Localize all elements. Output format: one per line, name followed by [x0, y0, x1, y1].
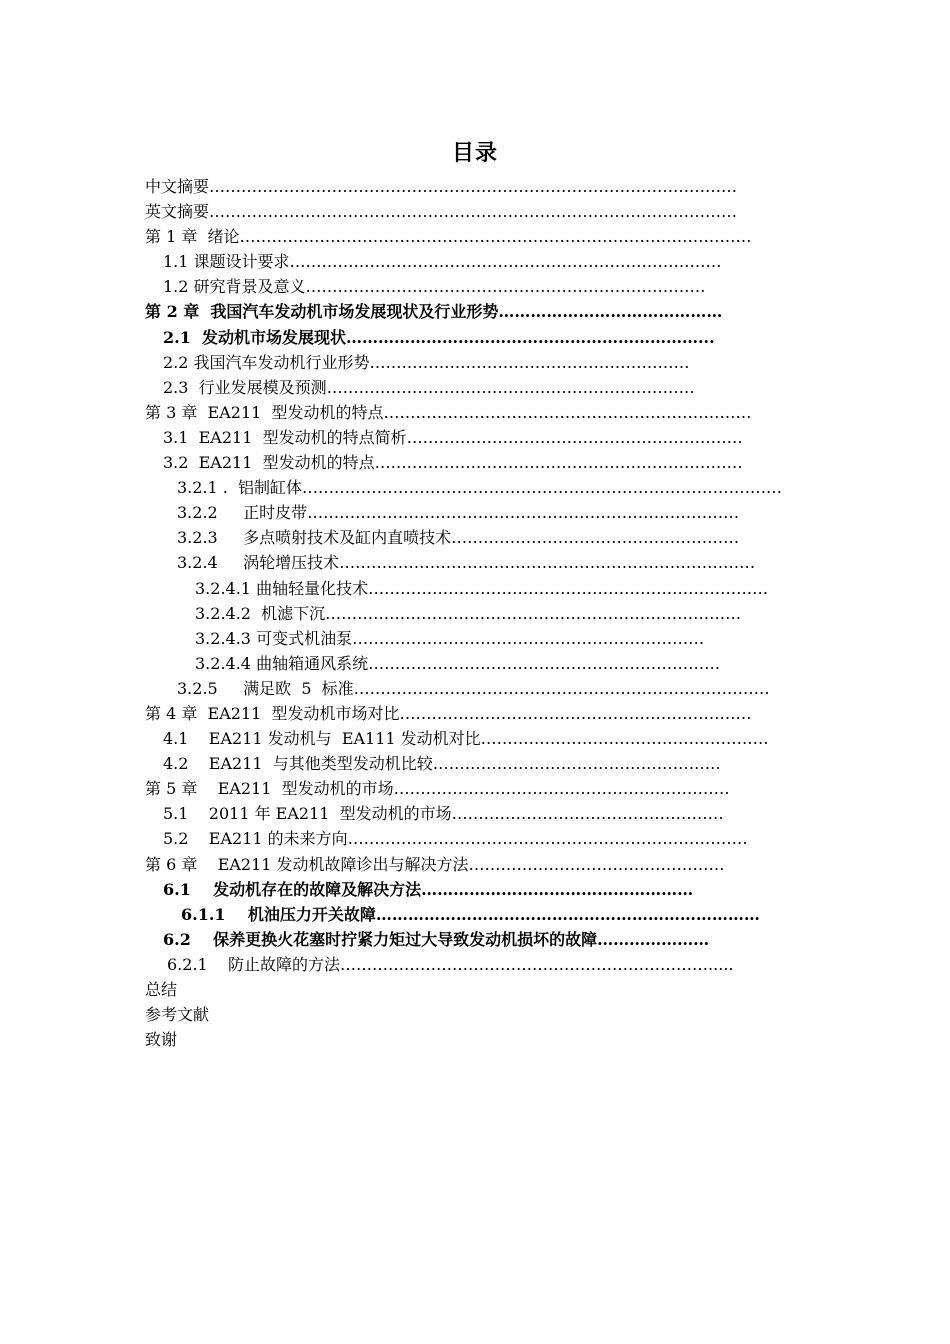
toc-entry[interactable]: [145, 927, 820, 952]
toc-entry[interactable]: [145, 400, 820, 425]
table-of-contents: [145, 174, 820, 1052]
toc-entry[interactable]: [145, 977, 820, 1002]
toc-entry-text: 3.2.4 涡轮增压技术……………………………………………………………………: [177, 553, 756, 573]
toc-entry-text: 第 1 章 绪论……………………………………………………………………………………: [145, 227, 752, 247]
toc-entry[interactable]: [145, 701, 820, 726]
toc-entry-text: 总结: [145, 980, 178, 999]
toc-entry-text: 4.1 EA211 发动机与 EA111 发动机对比………………………………………………: [163, 729, 769, 749]
toc-entry-text: 3.2.4.3 可变式机油泵…………………………………………………………: [195, 628, 705, 648]
toc-entry-text: 3.2.1 . 铝制缸体………………………………………………………………………………: [177, 478, 783, 498]
toc-entry[interactable]: [145, 249, 820, 274]
toc-entry-text: 2.2 我国汽车发动机行业形势……………………………………………………: [163, 352, 690, 372]
toc-entry[interactable]: [145, 299, 820, 324]
toc-entry[interactable]: [145, 726, 820, 751]
toc-entry-text: 5.1 2011 年 EA211 型发动机的市场……………………………………………: [163, 804, 724, 824]
toc-entry-text: 6.1 发动机存在的故障及解决方法……………………………………………: [163, 879, 694, 899]
page-title: 目录: [451, 141, 498, 166]
toc-entry[interactable]: [145, 676, 820, 701]
toc-entry-text: 6.2.1 防止故障的方法…………………………………………………………….....: [167, 954, 734, 974]
toc-entry[interactable]: [145, 576, 820, 601]
toc-entry-text: 3.2.4.4 曲轴箱通风系统…………………………………………………………: [195, 653, 721, 673]
toc-entry[interactable]: [145, 174, 820, 199]
toc-entry-text: 2.1 发动机市场发展现状…………………………………………………………...: [163, 327, 715, 347]
toc-entry-text: 第 2 章 我国汽车发动机市场发展现状及行业形势……………………………………: [145, 302, 723, 322]
toc-entry-text: 第 6 章 EA211 发动机故障诊出与解决方法…………………………………………: [145, 854, 725, 874]
toc-entry-text: 1.2 研究背景及意义…………………………………………………………………: [163, 277, 706, 297]
toc-entry[interactable]: [145, 826, 820, 851]
toc-entry[interactable]: [145, 450, 820, 475]
toc-entry[interactable]: [145, 550, 820, 575]
toc-entry-text: 5.2 EA211 的未来方向…………………………………………………………………: [163, 829, 748, 849]
toc-entry[interactable]: [145, 325, 820, 350]
toc-entry-text: 中文摘要………………………………………………………………………………………: [145, 177, 738, 196]
toc-entry-text: 3.2.2 正时皮带………………………………………………………………………: [177, 503, 740, 523]
toc-entry[interactable]: [145, 877, 820, 902]
toc-entry-text: 1.1 课题设计要求………………………………………………………………………: [163, 252, 722, 272]
toc-entry[interactable]: [145, 475, 820, 500]
toc-entry[interactable]: [145, 651, 820, 676]
toc-entry[interactable]: [145, 375, 820, 400]
toc-entry[interactable]: [145, 224, 820, 249]
toc-entry-text: 第 4 章 EA211 型发动机市场对比…………………………………………………………: [145, 703, 752, 723]
toc-entry-text: 3.2.4.2 机滤下沉……………………………………………………………………: [195, 603, 742, 623]
toc-entry-text: 6.2 保养更换火花塞时拧紧力矩过大导致发动机损坏的故障…………………: [163, 929, 710, 949]
toc-entry[interactable]: [145, 801, 820, 826]
toc-entry-text: 参考文献: [145, 1005, 210, 1025]
toc-entry[interactable]: [145, 500, 820, 525]
toc-entry-text: 英文摘要………………………………………………………………………………………: [145, 202, 738, 222]
toc-entry[interactable]: [145, 952, 820, 977]
toc-entry[interactable]: [145, 425, 820, 450]
toc-entry-text: 第 3 章 EA211 型发动机的特点……………………………………………………………: [145, 402, 752, 422]
toc-entry-text: 3.2.4.1 曲轴轻量化技术…………………………………………………………………: [195, 578, 769, 598]
toc-entry-text: 3.2.5 满足欧 5 标准……………………………………………………………………: [177, 678, 770, 698]
toc-entry[interactable]: [145, 1027, 820, 1052]
toc-entry[interactable]: [145, 626, 820, 651]
toc-entry-text: 致谢: [145, 1030, 178, 1050]
toc-entry-text: 3.2 EA211 型发动机的特点……………………………………………………………: [163, 453, 743, 473]
toc-entry[interactable]: [145, 751, 820, 776]
toc-entry[interactable]: [145, 852, 820, 877]
toc-entry-text: 2.3 行业发展模及预测……………………………………………………………: [163, 377, 695, 397]
toc-entry-text: 3.1 EA211 型发动机的特点简析………………………………………………………: [163, 427, 743, 447]
toc-entry[interactable]: [145, 199, 820, 224]
toc-entry-text: 6.1.1 机油压力开关故障………………………………………………………………: [181, 904, 760, 924]
toc-entry-text: 4.2 EA211 与其他类型发动机比较………………………………………………: [163, 754, 721, 774]
toc-entry[interactable]: [145, 1002, 820, 1027]
toc-entry[interactable]: [145, 902, 820, 927]
toc-entry[interactable]: [145, 776, 820, 801]
toc-entry-text: 第 5 章 EA211 型发动机的市场………………………………………………………: [145, 779, 730, 799]
toc-entry[interactable]: [145, 525, 820, 550]
toc-entry[interactable]: [145, 274, 820, 299]
toc-entry[interactable]: [145, 350, 820, 375]
toc-entry[interactable]: [145, 601, 820, 626]
toc-entry-text: 3.2.3 多点喷射技术及缸内直喷技术………………………………………………: [177, 528, 740, 548]
